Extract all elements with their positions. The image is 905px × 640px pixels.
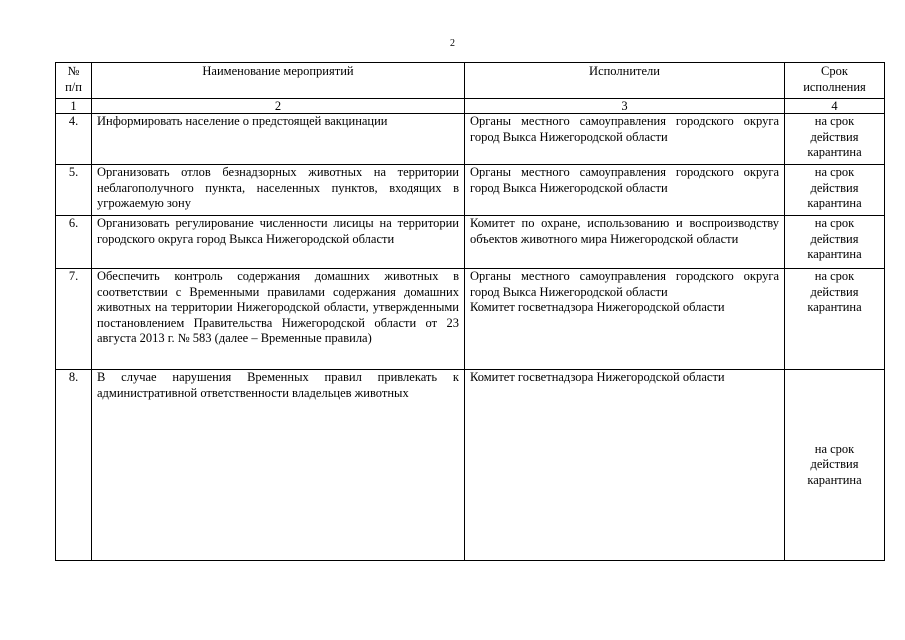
- executors-cell: [465, 370, 785, 561]
- term-cell: на срок действия карантина: [785, 216, 885, 269]
- term-cell: на срок действия карантина: [785, 269, 885, 370]
- executor: Органы местного самоуправления городского округа город Выкса Нижегородской области: [470, 165, 779, 195]
- executor: Органы местного самоуправления городского округа город Выкса Нижегородской области: [470, 269, 779, 299]
- executor: Комитет по охране, использованию и воспроизводству объектов животного мира Нижегородской области: [470, 216, 779, 246]
- executor: Комитет госветнадзора Нижегородской области: [470, 300, 725, 314]
- measure-name: Организовать регулирование численности лисицы на территории городского округа город Выкса Нижегородской области: [92, 216, 465, 269]
- executors-cell: [465, 114, 785, 165]
- term-cell: на срок действия карантина: [785, 165, 885, 216]
- measure-name: Информировать население о предстоящей вакцинации: [92, 114, 465, 165]
- measure-name: В случае нарушения Временных правил привлекать к административной ответственности владельцев животных: [92, 370, 465, 561]
- table-row: [56, 114, 885, 165]
- header-term: Срок исполнения: [785, 63, 885, 99]
- executors-cell: [465, 216, 785, 269]
- row-number: 6.: [56, 216, 92, 269]
- table-row: [56, 165, 885, 216]
- header-num: № п/п: [56, 63, 92, 99]
- term-cell: на срок действия карантина: [785, 370, 885, 561]
- column-number: 1: [56, 99, 92, 114]
- table-row: [56, 370, 885, 561]
- column-number: 3: [465, 99, 785, 114]
- executor: Органы местного самоуправления городского округа город Выкса Нижегородской области: [470, 114, 779, 144]
- term-cell: на срок действия карантина: [785, 114, 885, 165]
- row-number: 5.: [56, 165, 92, 216]
- page-number: 2: [450, 38, 455, 49]
- measure-name: Организовать отлов безнадзорных животных на территории неблагополучного пункта, населенных пунктов, входящих в угрожаемую зону: [92, 165, 465, 216]
- executors-cell: [465, 269, 785, 370]
- executor: Комитет госветнадзора Нижегородской области: [470, 370, 725, 384]
- table-row: [56, 216, 885, 269]
- column-number: 4: [785, 99, 885, 114]
- table-row: [56, 269, 885, 370]
- header-executors: Исполнители: [465, 63, 785, 99]
- row-number: 8.: [56, 370, 92, 561]
- executors-cell: [465, 165, 785, 216]
- row-number: 7.: [56, 269, 92, 370]
- row-number: 4.: [56, 114, 92, 165]
- column-number-row: [56, 99, 885, 114]
- measure-name: Обеспечить контроль содержания домашних животных в соответствии с Временными правилами содержания домашних животных на территории Нижегородской области, утвержденными постановлением Правительства Нижегородской области от 23 августа 2013 г. № 583 (далее – Временные правила): [92, 269, 465, 370]
- column-number: 2: [92, 99, 465, 114]
- measures-table: [55, 62, 885, 561]
- header-name: Наименование мероприятий: [92, 63, 465, 99]
- table-header-row: [56, 63, 885, 99]
